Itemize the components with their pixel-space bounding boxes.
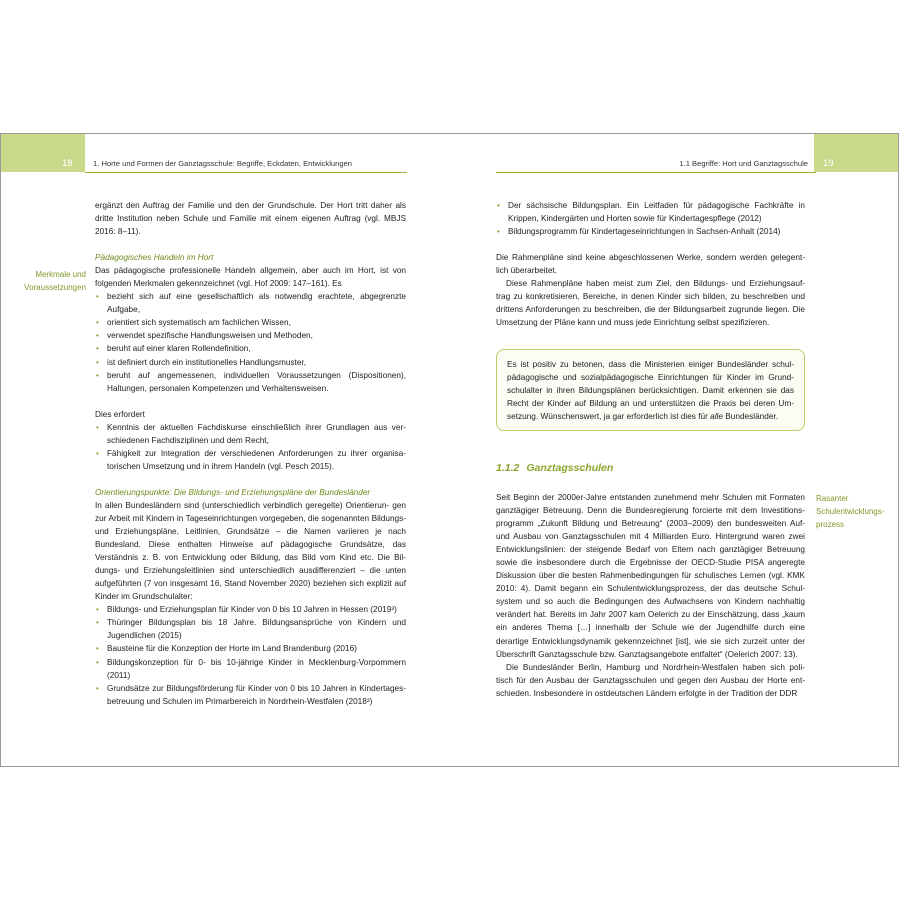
margin-note-line: Voraussetzungen — [24, 283, 86, 292]
bullet-list-bildungsplaene-continued — [496, 199, 805, 238]
list-item: • Bildungs- und Erziehungsplan für Kinder von 0 bis 10 Jahren in Hessen (2019³) — [95, 603, 406, 616]
paragraph-bildungsplaene: In allen Bundesländern sind (unterschiedlich verbindlich geregelte) Orientierun- gen zur Arbeit mit Kindern in Tageseinrichtungen vorgegeben, die sogenannten Bildungs- und Erziehungspläne, Leitlinien, Grundsätze – die Namen variieren je nach Bundesland. Diese enthalten Hinweise auf pädagogische Grundsätze, das Verständnis z. B. von Entwicklung oder Bildung, das Bild vom Kind etc. Die Bil- dungs- und Erziehungsleitlinien sind unterschiedlich ausdifferenziert – die unten aufgeführten (7 von insgesamt 16, Stand November 2020) beziehen sich explizit auf Kinder im Grundschulalter: — [95, 500, 406, 602]
list-item: • Bildungskonzeption für 0- bis 10-jährige Kinder in Mecklenburg-Vorpommern (2011) — [95, 656, 406, 682]
list-item: • ist definiert durch ein institutionelles Handlungsmuster, — [95, 356, 406, 369]
list-item: • orientiert sich systematisch am fachlichen Wissen, — [95, 316, 406, 329]
margin-note-line: prozess — [816, 520, 845, 529]
paragraph-merkmale: Das pädagogische professionelle Handeln allgemein, aber auch im Hort, ist von folgenden Merkmalen gekennzeichnet (vgl. Hof 2009: 147–161). Es — [95, 266, 406, 289]
list-item: • Kenntnis der aktuellen Fachdiskurse einschließlich ihrer Grundlagen aus ver- schiedenen Fachdisziplinen und dem Recht, — [95, 421, 406, 447]
left-text-column — [95, 199, 406, 708]
subheading-paedagogisches-handeln: Pädagogisches Handeln im Hort — [95, 253, 214, 263]
left-running-header: 1. Horte und Formen der Ganztagsschule: Begriffe, Eckdaten, Entwicklungen — [93, 159, 353, 168]
highlight-box-text: Es ist positiv zu betonen, dass die Ministerien einiger Bundesländer schul- pädagogische und sozialpädagogische Einrichtungen für Kinder im Grund- schulalter in ihren Bildungsplänen berücksichtigen. Damit erkennen sie das Recht der Kinder auf Bildung an und unterstützen die Praxis bei deren Um- setzung. Wünschenswert, ja gar erforderlich ist dies für alle Bundesländer. — [507, 360, 794, 422]
list-item: • Bildungsprogramm für Kindertageseinrichtungen in Sachsen-Anhalt (2014) — [496, 225, 805, 238]
section-title-text: Ganztagsschulen — [526, 462, 614, 474]
list-item: • Der sächsische Bildungsplan. Ein Leitfaden für pädagogische Fachkräfte in Krippen, Kindergärten und Horten sowie für Kindertagespflege (2012) — [496, 199, 805, 225]
paragraph-ganztagsschulen: Seit Beginn der 2000er-Jahre entstanden zunehmend mehr Schulen mit Formaten ganztägiger Betreuung. Denn die Bundesregierung forcierte mit dem Investitions- programm „Zukunft Bildung und Betreuung“ (2003–2009) den bundesweiten Auf- und Ausbau von Ganztagsschulen mit 4 Milliarden Euro. Hintergrund waren zwei Entwicklungslinien: der steigende Bedarf von Eltern nach ganztägiger Betreuung sowie die insbesondere durch die Ergebnisse der OECD-Studie PISA angeregte Diskussion über die besten Rahmenbedingungen für schulisches Lernen (vgl. KMK 2010: 4). Damit begann ein Schulentwicklungsprozess, der das deutsche Schul- system und so auch die Bedingungen des Aufwachsens von Kindern nachhaltig verändert hat. Bereits im Jahr 2007 kam Oelerich zu der Einschätzung, dass „kaum ein anderes Thema […] innerhalb der Schule wie der Jugendhilfe durch eine derartige Entwicklungsdynamik gekennzeichnet [ist], wie sie sich zurzeit unter der Überschrift Ganztagsschule bzw. Ganztagsangebote entfaltet“ (Oelerich 2007: 13). — [496, 493, 805, 659]
emphasis-alle: alle — [710, 412, 723, 422]
right-header-rule — [496, 172, 816, 173]
list-item: • beruht auf einer klaren Rollendefinition, — [95, 342, 406, 355]
dies-erfordert: Dies erfordert — [95, 409, 145, 419]
list-item: • Bausteine für die Konzeption der Horte im Land Brandenburg (2016) — [95, 642, 406, 655]
bullet-list-bildungsplaene — [95, 603, 406, 707]
highlight-box — [496, 349, 805, 431]
bullet-list-merkmale — [95, 290, 406, 394]
right-running-header: 1.1 Begriffe: Hort und Ganztagsschule — [679, 159, 808, 168]
right-text-column-bottom — [496, 491, 805, 700]
margin-note-line: Schulentwicklungs- — [816, 507, 885, 516]
section-number: 1.1.2 — [496, 462, 520, 474]
right-text-column-top — [496, 199, 805, 329]
left-margin-note — [24, 268, 86, 294]
list-item: • Fähigkeit zur Integration der verschiedenen Anforderungen zu ihrer organisa- torischen Umsetzung und in ihrem Handeln (vgl. Pesch 2015). — [95, 447, 406, 473]
left-page-number: 18 — [62, 158, 73, 169]
list-item: • Thüringer Bildungsplan bis 18 Jahre. Bildungsansprüche von Kindern und Jugendlichen (2015) — [95, 616, 406, 642]
margin-note-line: Merkmale und — [35, 270, 86, 279]
paragraph-rahmenplaene: Die Rahmenpläne sind keine abgeschlossenen Werke, sondern werden gelegent- lich überarbeitet. — [496, 253, 805, 276]
paragraph-rahmenplaene-ziel: Diese Rahmenpläne haben meist zum Ziel, den Bildungs- und Erziehungsauf- trag zu konkretisieren, Bereiche, in denen Kinder sich bilden, zu beschreiben und drittens Anforderungen zu beschreiben, die der Bildungsarbeit zugrunde liegen. Die Umsetzung der Pläne kann und muss jede Einrichtung selbst spezifizieren. — [496, 279, 805, 328]
right-margin-note — [816, 492, 884, 531]
list-item: • Grundsätze zur Bildungsförderung für Kinder von 0 bis 10 Jahren in Kindertages- betreuung und Schulen im Primarbereich in Nordrhein-Westfalen (2018²) — [95, 682, 406, 708]
bullet-list-anforderungen — [95, 421, 406, 473]
subheading-orientierungspunkte: Orientierungspunkte: Die Bildungs- und Erziehungspläne der Bundesländer — [95, 487, 371, 497]
section-heading — [496, 462, 613, 474]
left-header-rule — [85, 172, 407, 173]
list-item: • verwendet spezifische Handlungsweisen und Methoden, — [95, 329, 406, 342]
right-page-number: 19 — [823, 158, 834, 169]
paragraph-bundeslaender: Die Bundesländer Berlin, Hamburg und Nordrhein-Westfalen haben sich poli- tisch für den Ausbau der Ganztagsschulen und gegen den Ausbau der Horte ent- schieden. Insbesondere in ostdeutschen Ländern erfolgte in der Tradition der DDR — [496, 662, 805, 698]
margin-note-line: Rasanter — [816, 494, 849, 503]
list-item: • beruht auf angemessenen, individuellen Voraussetzungen (Dispositionen), Haltungen, personalen Kompetenzen und Verhaltensweisen. — [95, 369, 406, 395]
intro-paragraph: ergänzt den Auftrag der Familie und den der Grundschule. Der Hort tritt daher als dritte Institution neben Schule und Familie mit einem eigenen Auftrag (vgl. MBJS 2016: 8–11). — [95, 201, 406, 237]
list-item: • bezieht sich auf eine gesellschaftlich als notwendig erachtete, abgegrenzte Aufgabe, — [95, 290, 406, 316]
